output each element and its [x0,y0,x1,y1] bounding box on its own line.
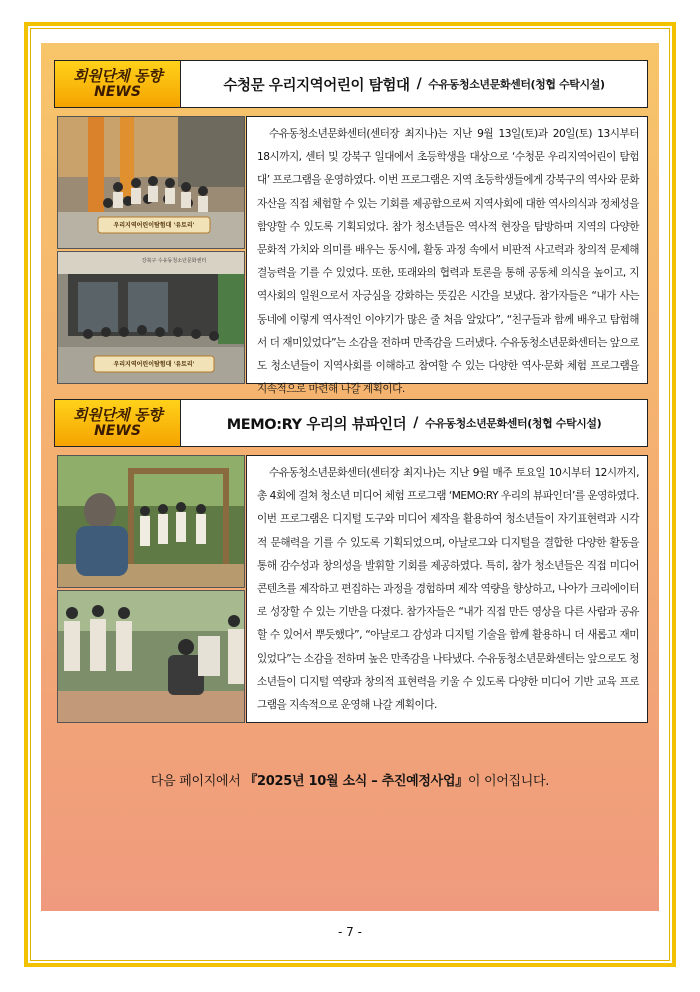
section-header-1 [54,60,648,108]
next-page-note [41,770,659,789]
photo-photographer [57,455,245,588]
article-body: 수유동청소년문화센터(센터장 최지나)는 지난 9월 매주 토요일 10시부터 12시까지, 총 4회에 걸쳐 청소년 미디어 체험 프로그램 ‘MEMO:RY 우리의 뷰파인더’를 운영하였다. 이번 프로그램은 디지털 도구와 미디어 제작을 활용하여 청소년들이 자기표현력과 시각적 문해력을 기를 수 있도록 기획되었으며, 아날로그와 디지털을 결합한 다양한 활동을 통해 감수성과 창의성을 발휘할 기회를 제공하였다. 특히, 참가 청소년들은 직접 미디어 콘텐츠를 제작하고 편집하는 과정을 경험하며 제작 역량을 향상하고, 나아가 크리에이터로 성장할 수 있는 기반을 다졌다. 참가자들은 “내가 직접 만든 영상을 다른 사람과 공유할 수 있어서 뿌듯했다”, “아날로그 감성과 디지털 기술을 함께 활용하니 더 새롭고 재미있었다”는 소감을 전하며 높은 만족감을 나타냈다. 수유동청소년문화센터는 앞으로도 청소년들이 디지털 역량과 창의적 표현력을 키울 수 있도록 다양한 미디어 기반 교육 프로그램을 지속적으로 운영해 나갈 계획이다. [246,455,648,723]
photo-illustration [58,591,245,723]
photo-sign-text: 강북구 수유동청소년문화센터 [141,258,207,264]
badge-line2: NEWS [94,422,141,439]
note-highlight: 『2025년 10월 소식 – 추진예정사업』 [244,774,468,789]
badge-line2: NEWS [94,83,141,100]
photo-kids-with-cameras [57,590,245,723]
badge-line1: 회원단체 동향 [73,66,162,85]
photo-banner-text: 우리지역어린이탐험대 '유토리' [113,361,195,368]
photo-group-explorers [57,116,245,249]
section-title: 수청문 우리지역어린이 탐험대 [223,77,410,94]
title-separator: / [416,76,422,92]
section-body-2 [57,455,649,723]
section-org: 수유동청소년문화센터(청협 수탁시설) [424,417,602,430]
photo-illustration [58,117,245,249]
page-number: - 7 - [338,925,362,939]
badge-line1: 회원단체 동향 [73,405,162,424]
section-title-row [181,61,647,107]
section-title-row [181,400,647,446]
section-title: MEMO:RY 우리의 뷰파인더 [226,416,407,433]
photo-banner-text: 우리지역어린이탐험대 '유토리' [113,222,195,229]
note-prefix: 다음 페이지에서 [150,774,245,789]
news-badge [55,61,181,107]
note-suffix: 이 이어집니다. [467,774,550,789]
photo-illustration [58,456,245,588]
news-badge [55,400,181,446]
section-org: 수유동청소년문화센터(청협 수탁시설) [428,78,605,91]
section-body-1 [57,116,649,396]
article-body: 수유동청소년문화센터(센터장 최지나)는 지난 9월 13일(토)과 20일(토) 13시부터 18시까지, 센터 및 강북구 일대에서 초등학생을 대상으로 ‘수청문 우리지역어린이 탐험대’ 프로그램을 운영하였다. 이번 프로그램은 지역 초등학생들에게 강북구의 역사와 문화 자산을 직접 체험할 수 있는 기회를 제공함으로써 지역사회에 대한 역사의식과 정체성을 함양할 수 있도록 기획되었다. 참가 청소년들은 역사적 현장을 탐방하며 지역의 다양한 문화적 가치와 의미를 배우는 동시에, 활동 과정 속에서 비판적 사고력과 창의적 문제해결능력을 기를 수 있었다. 또한, 또래와의 협력과 토론을 통해 공동체 의식을 높이고, 지역사회의 일원으로서 자긍심을 강화하는 뜻깊은 시간을 보냈다. 참가자들은 “내가 사는 동네에 이렇게 역사적인 이야기가 많은 줄 처음 알았다”, “친구들과 함께 배우고 탐험해서 더 재미있었다”는 소감을 전하며 만족감을 드러냈다. 수유동청소년문화센터는 앞으로도 청소년들이 지역사회를 이해하고 참여할 수 있는 다양한 역사·문화 체험 프로그램을 지속적으로 마련해 나갈 계획이다. [246,116,648,384]
section-header-2 [54,399,648,447]
photo-group-center [57,251,245,384]
title-separator: / [413,415,418,431]
